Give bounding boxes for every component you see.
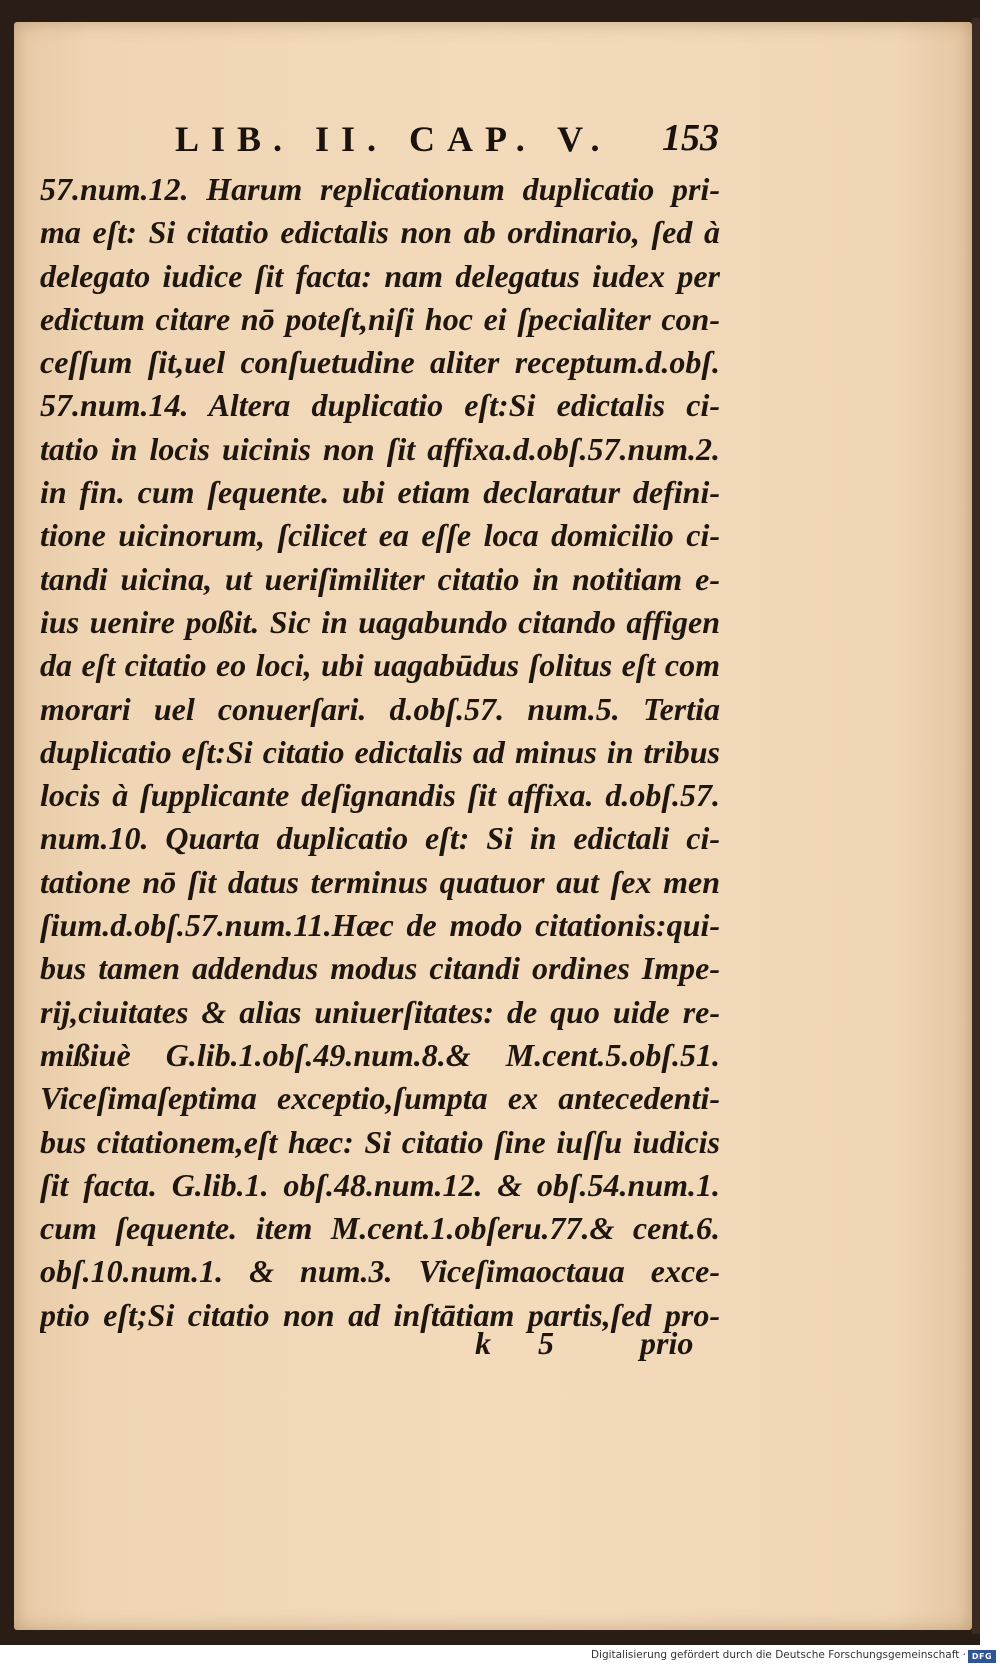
page-number: 153 bbox=[662, 117, 719, 159]
footer-bar bbox=[0, 1648, 1000, 1666]
text-line: tatione nō ſit datus terminus quatuor aut ſex men bbox=[40, 863, 720, 900]
text-line: ceſſum ſit,uel conſuetudine aliter receptum.d.obſ. bbox=[40, 344, 720, 381]
text-line: mißiuè G.lib.1.obſ.49.num.8.& M.cent.5.obſ.51. bbox=[40, 1036, 720, 1073]
text-line: num.10. Quarta duplicatio eſt: Si in edictali ci- bbox=[40, 820, 720, 857]
text-line: duplicatio eſt:Si citatio edictalis ad minus in tribus bbox=[40, 733, 720, 770]
text-line: obſ.10.num.1. & num.3. Viceſimaoctaua exce- bbox=[40, 1253, 720, 1290]
text-line: ius uenire poßit. Sic in uagabundo citando affigen bbox=[40, 603, 720, 640]
text-line: in fin. cum ſequente. ubi etiam declaratur defini- bbox=[40, 474, 720, 511]
text-line: bus citationem,eſt hæc: Si citatio ſine iuſſu iudicis bbox=[40, 1123, 720, 1160]
running-head-title: LIB. II. CAP. V. bbox=[175, 119, 612, 159]
text-line: cum ſequente. item M.cent.1.obſeru.77.& cent.6. bbox=[40, 1210, 720, 1247]
page-edge bbox=[972, 18, 980, 1634]
text-line: ſit facta. G.lib.1. obſ.48.num.12. & obſ.54.num.1. bbox=[40, 1166, 720, 1203]
dfg-logo: DFG bbox=[968, 1650, 996, 1663]
text-line: tione uicinorum, ſcilicet ea eſſe loca domicilio ci- bbox=[40, 517, 720, 554]
text-line: Viceſimaſeptima exceptio,ſumpta ex antecedenti- bbox=[40, 1080, 720, 1117]
signature-mark: k bbox=[475, 1325, 491, 1361]
running-head bbox=[40, 118, 720, 168]
text-line: delegato iudice ſit facta: nam delegatus iudex per bbox=[40, 257, 720, 294]
text-line: ma eſt: Si citatio edictalis non ab ordinario, ſed à bbox=[40, 214, 720, 251]
text-line: bus tamen addendus modus citandi ordines Impe- bbox=[40, 950, 720, 987]
text-line: morari uel conuerſari. d.obſ.57. num.5. Tertia bbox=[40, 690, 720, 727]
text-line: ſium.d.obſ.57.num.11.Hæc de modo citationis:qui- bbox=[40, 907, 720, 944]
text-line: edictum citare nō poteſt,niſi hoc ei ſpecialiter con- bbox=[40, 300, 720, 337]
text-line: 57.num.12. Harum replicationum duplicatio pri- bbox=[40, 171, 720, 207]
text-line: ptio eſt;Si citatio non ad inſtātiam partis,ſed pro- bbox=[40, 1296, 720, 1333]
text-line: rij,ciuitates & alias uniuerſitates: de quo uide re- bbox=[40, 993, 720, 1030]
text-line: tandi uicina, ut ueriſimiliter citatio in notitiam e- bbox=[40, 560, 720, 597]
catchword: prio bbox=[640, 1325, 694, 1361]
footer-credit: Digitalisierung gefördert durch die Deutsche Forschungsgemeinschaft · bbox=[590, 1649, 966, 1661]
catch-line bbox=[40, 1325, 720, 1375]
signature-number: 5 bbox=[538, 1325, 554, 1361]
text-line: 57.num.14. Altera duplicatio eſt:Si edictalis ci- bbox=[40, 387, 720, 424]
body-text bbox=[40, 168, 720, 1337]
text-line: da eſt citatio eo loci, ubi uagabūdus ſolitus eſt com bbox=[40, 647, 720, 684]
text-line: locis à ſupplicante deſignandis ſit affixa. d.obſ.57. bbox=[40, 777, 720, 814]
text-line: tatio in locis uicinis non ſit affixa.d.obſ.57.num.2. bbox=[40, 430, 720, 467]
